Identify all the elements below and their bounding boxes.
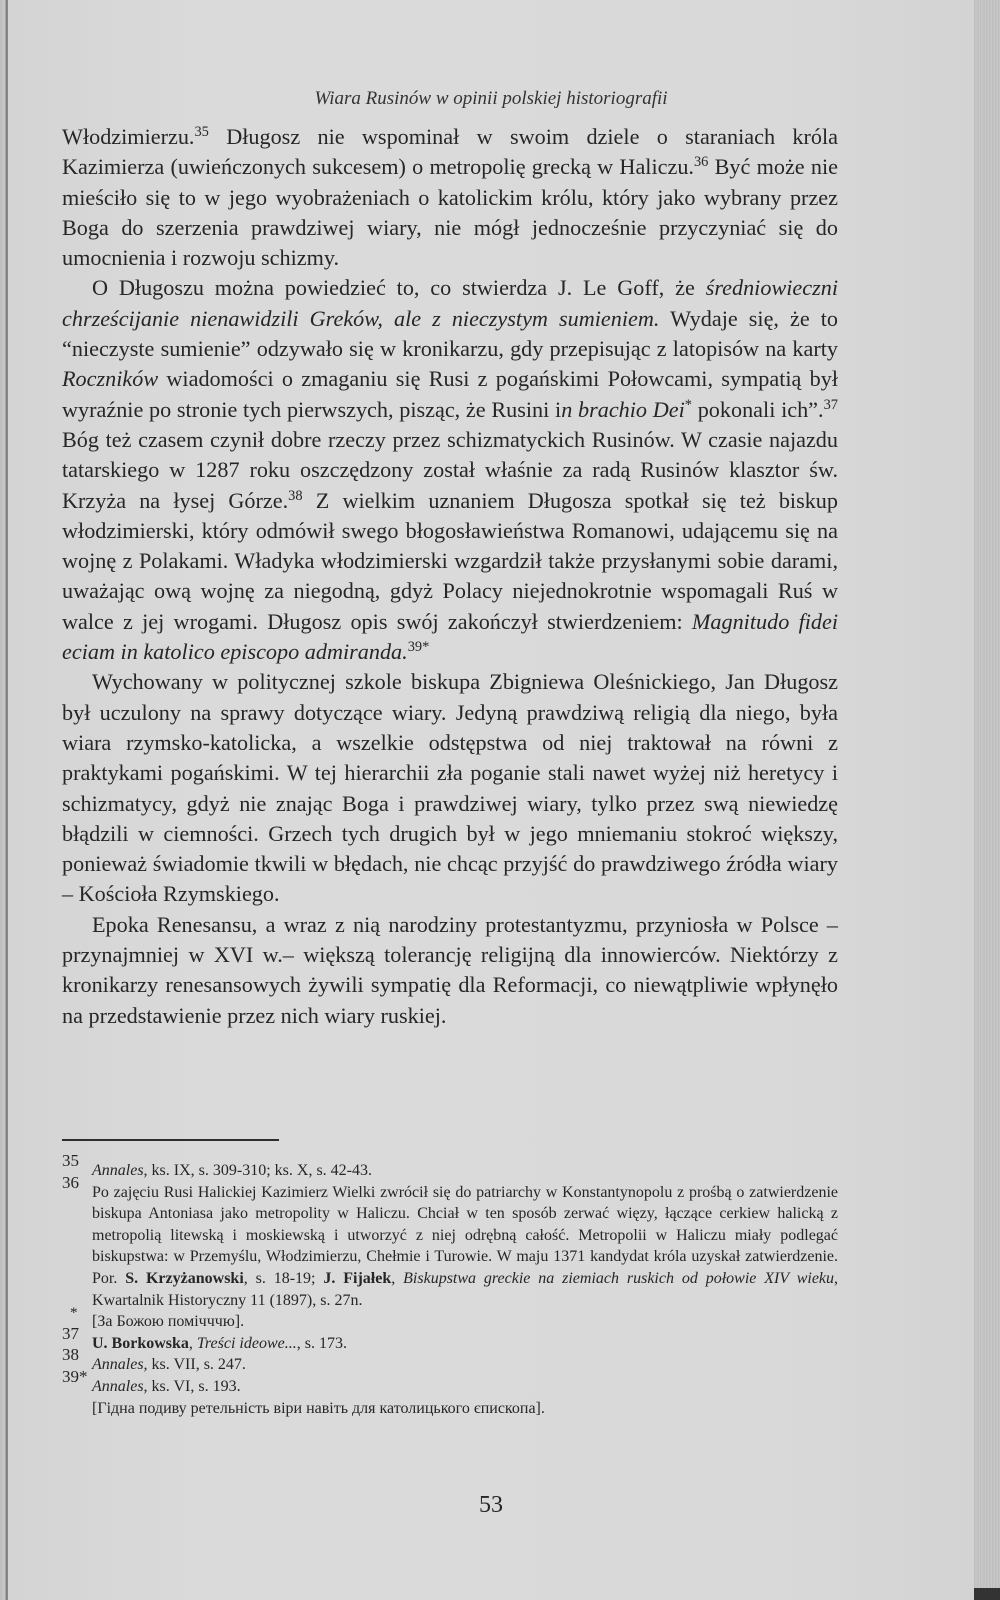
footnote-39: 39* Annales, ks. VI, s. 193. [Гідна подиву ретельність віри навіть для католицького єпископа]. bbox=[62, 1376, 838, 1419]
magnitudo-quote: Magnitudo fidei eciam in katolico episcopo admiranda. bbox=[62, 608, 838, 665]
rocznikow-title: Roczników bbox=[62, 366, 159, 392]
paragraph-1: Włodzimierzu.$^{35}$ Długosz nie wspominał w swoim dziele o staraniach króla Kazimierza (uwieńczonych sukcesem) o metropolię grecką w Haliczu.$^{36}$ Być może nie mieściło się to w jego wyobrażeniach o katolickim królu, który jako wybrany przez Boga do szerzenia prawdziwej wiary, nie mógł jednocześnie przyczyniać się do umocnienia i rozwoju schizmy. bbox=[62, 124, 838, 271]
footnote-number: 38 bbox=[62, 1345, 79, 1365]
footnote-38: 38 Annales, ks. VII, s. 247. bbox=[62, 1345, 246, 1374]
paragraph-2: O Długoszu można powiedzieć to, co stwierdza J. Le Goff, że średniowieczni chrześcijanie nienawidzili Greków, ale z nieczystym sumieniem. Wydaje się, że to “nieczyste sumienie” odzywało się w kronikarzu, gdy przepisując z latopisów na karty Roczników wiadomości o zmaganiu się Rusi z pogańskimi Połowcami, sympatią był wyraźnie po stronie tych pierwszych, pisząc, że Rusini in brachio Dei* pokonali ich”.$^{37}$ Bóg też czasem czynił dobre rzeczy przez schizmatyckich Rusinów. W czasie najazdu tatarskiego w 1287 roku oszczędzony został właśnie za radą Rusinów klasztor św. Krzyża na łysej Górze.$^{38}$ Z wielkim uznaniem Długosza spotkał się też biskup włodzimierski, który odmówił swego błogosławieństwa Romanowi, udającemu się na wojnę z Polakami. Władyka włodzimierski wzgardził także przysłanymi sobie darami, uważając ową wojnę za niegodną, gdyż Polacy niejednokrotnie wspomagali Ruś w walce z jej wrogami. Długosz opis swój zakończył stwierdzeniem: Magnitudo fidei eciam in katolico episcopo admiranda.$^{39*}$ bbox=[62, 275, 838, 665]
book-page bbox=[8, 0, 974, 1600]
latin-phrase: n brachio Dei bbox=[561, 396, 685, 422]
footnote-number: 35 bbox=[62, 1151, 79, 1170]
footnote-35: 35 Annales, ks. IX, s. 309-310; ks. X, s. 42-43. bbox=[62, 1151, 372, 1179]
le-goff-quote: średniowieczni chrześcijanie nienawidzili Greków, ale z nieczystym sumieniem. bbox=[62, 275, 838, 331]
footnote-number: 39* bbox=[62, 1366, 88, 1386]
footnote-ref-star[interactable]: * bbox=[684, 396, 692, 413]
main-text bbox=[62, 122, 838, 1031]
footnote-37: 37 U. Borkowska, Treści ideowe..., s. 173. bbox=[62, 1323, 347, 1352]
footnote-translation: [Гідна подиву ретельність віри навіть для католицького єпископа]. bbox=[92, 1399, 545, 1417]
footnote-number: 36 bbox=[62, 1172, 79, 1192]
footnote-36: 36 Po zajęciu Rusi Halickiej Kazimierz Wielki zwrócił się do patriarchy w Konstantynopolu z prośbą o zatwierdzenie biskupa Antoniasa jako metropolity w Haliczu. Chciał w ten sposób zerwać więzy, łączące cerkiew halicką z metropolią litewską i moskiewską i utworzyć z niej odrębną całość. Metropolii w Haliczu miały podlegać biskupstwa: w Przemyślu, Włodzimierzu, Chełmie i Turowie. W maju 1371 kandydat króla uzyskał zatwierdzenie. Por. S. Krzyżanowski, s. 18-19; J. Fijałek, Biskupstwa greckie na ziemiach ruskich od połowie XIV wieku, Kwartalnik Historyczny 11 (1897), s. 27n. bbox=[62, 1172, 839, 1309]
footnote-ref-38[interactable]: 38 bbox=[288, 487, 303, 504]
footnote-number: * bbox=[70, 1305, 78, 1322]
footnote-ref-35[interactable]: 35 bbox=[194, 124, 209, 141]
running-head: Wiara Rusinów w opinii polskiej historiografii bbox=[314, 88, 668, 109]
footnote-star: * [За Божою помічччю]. bbox=[70, 1305, 245, 1331]
footnote-separator bbox=[62, 1139, 279, 1141]
page-number: 53 bbox=[479, 1492, 503, 1518]
paragraph-4: Epoka Renesansu, a wraz z nią narodziny protestantyzmu, przyniosła w Polsce – przynajmniej w XVI w.– większą tolerancję religijną dla innowierców. Niektórzy z kronikarzy renesansowych żywili sympatię dla Reformacji, co niewątpliwie wpłynęło na przedstawienie przez nich wiary ruskiej. bbox=[62, 911, 838, 1028]
footnote-ref-39[interactable]: 39* bbox=[407, 639, 430, 656]
book-spine-edge bbox=[0, 0, 8, 1600]
footnotes bbox=[62, 1151, 839, 1419]
page-stack-edges bbox=[974, 0, 1000, 1600]
footnote-number: 37 bbox=[62, 1323, 79, 1343]
footnote-ref-37[interactable]: 37 bbox=[823, 396, 838, 413]
paragraph-3: Wychowany w politycznej szkole biskupa Zbigniewa Oleśnickiego, Jan Długosz był uczulony na sprawy dotyczące wiary. Jedyną prawdziwą religią dla niego, była wiara rzymsko-katolicka, a wszelkie odstępstwa od niej traktował na równi z praktykami pogańskimi. W tej hierarchii zła poganie stali nawet wyżej niż heretycy i schizmatycy, gdyż nie znając Boga i prawdziwej wiary, tylko przez swą niewiedzę błądzili w ciemności. Grzech tych drugich był w jego mniemaniu stokroć większy, ponieważ świadomie tkwili w błędach, nie chcąc przyjść do prawdziwego źródła wiary – Kościoła Rzymskiego. bbox=[62, 669, 838, 907]
footnote-ref-36[interactable]: 36 bbox=[693, 154, 709, 171]
